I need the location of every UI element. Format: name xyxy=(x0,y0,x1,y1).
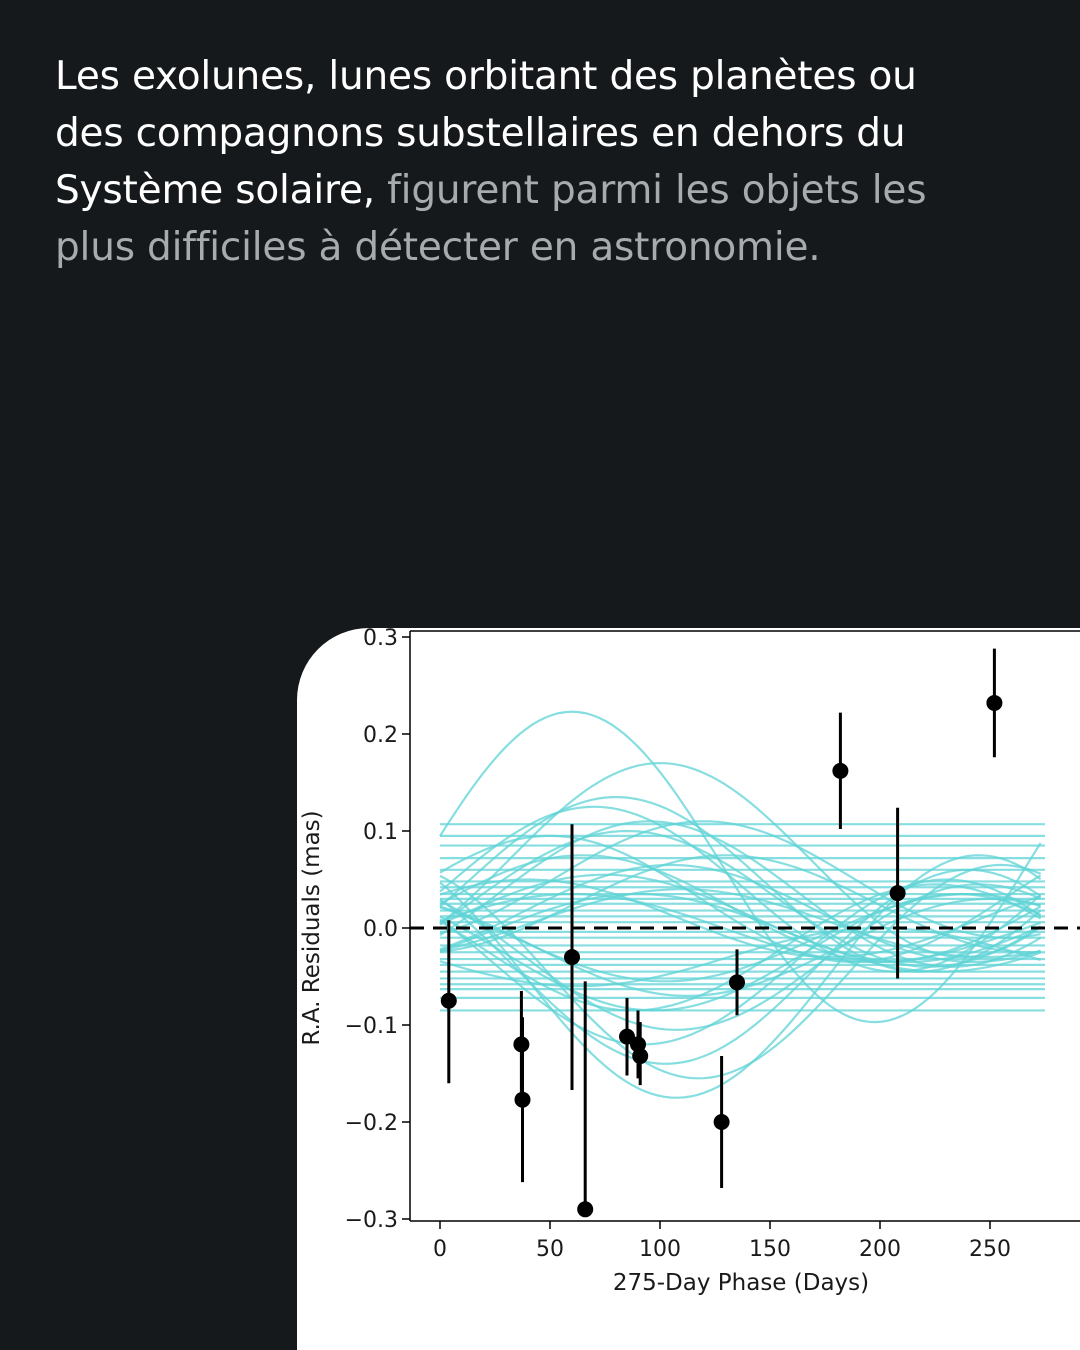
model-curves xyxy=(440,712,1045,1098)
data-marker xyxy=(890,885,906,901)
y-tick-label: 0.3 xyxy=(363,628,398,651)
headline-primary-text: Les exolunes, lunes orbitant des planètes ou des compagnons substellaires en dehors du Système solaire, xyxy=(55,54,917,213)
data-marker xyxy=(564,949,580,965)
data-point-10 xyxy=(832,713,848,829)
data-marker xyxy=(577,1201,593,1217)
x-axis-label: 275-Day Phase (Days) xyxy=(612,1270,870,1296)
chart-card xyxy=(297,628,1080,1350)
data-marker xyxy=(714,1114,730,1130)
residuals-chart xyxy=(297,628,1080,1350)
y-tick-label: 0.1 xyxy=(363,820,398,845)
x-tick-label: 0 xyxy=(433,1237,447,1262)
data-marker xyxy=(986,695,1002,711)
data-marker xyxy=(729,974,745,990)
y-tick-label: 0.0 xyxy=(363,917,398,942)
x-tick-label: 150 xyxy=(749,1237,791,1262)
y-tick-label: 0.2 xyxy=(363,723,398,748)
data-marker xyxy=(832,763,848,779)
data-marker xyxy=(441,993,457,1009)
data-point-6 xyxy=(630,1010,646,1078)
x-tick-label: 100 xyxy=(639,1237,681,1262)
x-tick-label: 200 xyxy=(859,1237,901,1262)
x-tick-label: 50 xyxy=(536,1237,564,1262)
y-tick-label: −0.3 xyxy=(344,1208,398,1233)
data-point-12 xyxy=(986,649,1002,758)
x-tick-label: 250 xyxy=(969,1237,1011,1262)
y-axis-label: R.A. Residuals (mas) xyxy=(299,810,325,1046)
model-curve-3 xyxy=(440,807,1041,972)
data-point-7 xyxy=(632,1022,648,1085)
headline-muted-text: figurent parmi les objets les plus difficiles à détecter en astronomie. xyxy=(55,168,927,270)
data-marker xyxy=(632,1048,648,1064)
data-marker xyxy=(515,1092,531,1108)
y-tick-label: −0.2 xyxy=(344,1111,398,1136)
headline xyxy=(55,48,995,276)
y-tick-label: −0.1 xyxy=(344,1014,398,1039)
